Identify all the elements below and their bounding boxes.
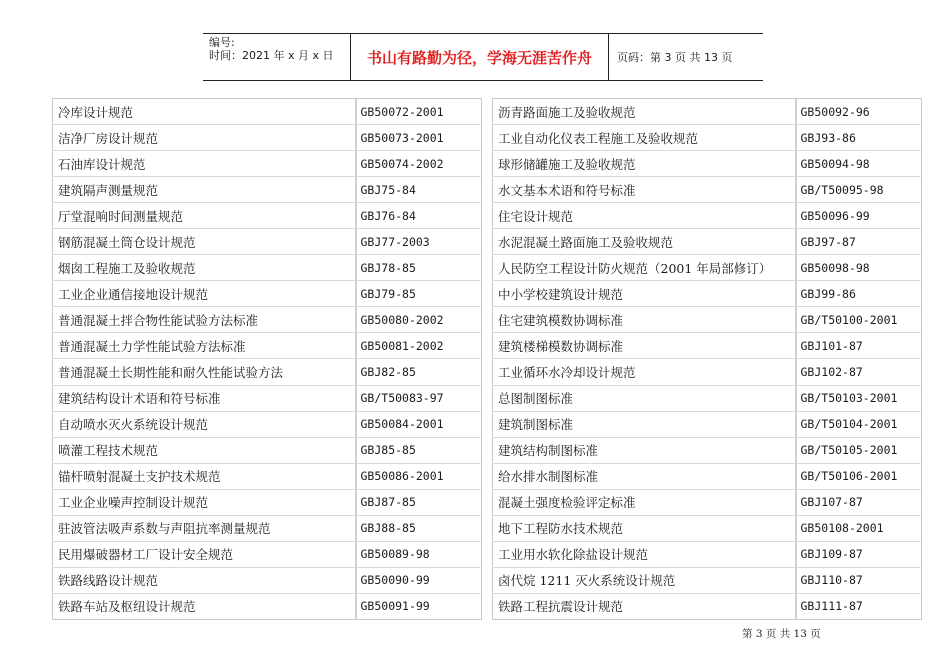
table-row xyxy=(493,281,922,307)
table-row xyxy=(53,411,482,437)
date-label: 时间：2021 年 x 月 x 日 xyxy=(209,49,334,62)
standard-code: GB/T50100-2001 xyxy=(796,307,922,333)
table-row xyxy=(493,593,922,619)
standard-name: 工业企业噪声控制设计规范 xyxy=(53,489,356,515)
standard-name: 冷库设计规范 xyxy=(53,99,356,125)
standard-name: 人民防空工程设计防火规范（2001 年局部修订） xyxy=(493,255,796,281)
standard-code: GB50073-2001 xyxy=(356,125,482,151)
standard-name: 地下工程防水技术规范 xyxy=(493,515,796,541)
standard-name: 喷灌工程技术规范 xyxy=(53,437,356,463)
table-row xyxy=(493,229,922,255)
standard-name: 铁路工程抗震设计规范 xyxy=(498,599,624,615)
standard-name: 厅堂混响时间测量规范 xyxy=(53,203,356,229)
header-page-number: 页码：第 3 页 共 13 页 xyxy=(617,51,733,64)
table-row xyxy=(53,99,482,125)
table-row xyxy=(53,229,482,255)
standard-name: 锚杆喷射混凝土支护技术规范 xyxy=(53,463,356,489)
table-row xyxy=(53,177,482,203)
standard-code: GBJ101-87 xyxy=(796,333,922,359)
standard-code: GB/T50103-2001 xyxy=(796,385,922,411)
table-row xyxy=(53,359,482,385)
standard-name: 水文基本术语和符号标准 xyxy=(493,177,796,203)
standard-name: 建筑隔声测量规范 xyxy=(53,177,356,203)
standard-code: GB50072-2001 xyxy=(356,99,482,125)
standard-name: 水泥混凝土路面施工及验收规范 xyxy=(493,229,796,255)
standard-code: GBJ109-87 xyxy=(796,541,922,567)
table-row xyxy=(493,177,922,203)
table-row xyxy=(53,281,482,307)
table-row xyxy=(53,333,482,359)
standard-name: 普通混凝土力学性能试验方法标准 xyxy=(53,333,356,359)
standard-code: GB/T50095-98 xyxy=(796,177,922,203)
table-row xyxy=(53,125,482,151)
standard-name: 建筑楼梯模数协调标准 xyxy=(493,333,796,359)
standard-name: 铁路线路设计规范 xyxy=(53,567,356,593)
standard-code: GBJ110-87 xyxy=(796,567,922,593)
table-row xyxy=(493,515,922,541)
table-row xyxy=(493,567,922,593)
standard-name: 建筑结构设计术语和符号标准 xyxy=(53,385,356,411)
standard-name: 铁路车站及枢纽设计规范 xyxy=(58,599,196,615)
standard-code: GBJ78-85 xyxy=(356,255,482,281)
standard-code: GB50091-99 xyxy=(356,593,482,619)
page-footer: 第 3 页 共 13 页 xyxy=(742,628,821,640)
standard-name: 自动喷水灭火系统设计规范 xyxy=(53,411,356,437)
standard-code: GB/T50105-2001 xyxy=(796,437,922,463)
standard-name: 石油库设计规范 xyxy=(53,151,356,177)
standard-code: GB50086-2001 xyxy=(356,463,482,489)
table-row xyxy=(53,463,482,489)
table-row xyxy=(53,437,482,463)
standard-name: 中小学校建筑设计规范 xyxy=(493,281,796,307)
table-row xyxy=(493,203,922,229)
standards-table-left xyxy=(52,98,482,620)
standard-name: 球形储罐施工及验收规范 xyxy=(493,151,796,177)
standard-name: 工业自动化仪表工程施工及验收规范 xyxy=(493,125,796,151)
standard-code: GBJ97-87 xyxy=(796,229,922,255)
table-row xyxy=(53,567,482,593)
standard-name: 混凝土强度检验评定标准 xyxy=(493,489,796,515)
table-row xyxy=(493,307,922,333)
number-label: 编号: xyxy=(209,36,235,49)
standard-code: GBJ76-84 xyxy=(356,203,482,229)
standard-code: GBJ82-85 xyxy=(356,359,482,385)
table-row xyxy=(53,541,482,567)
table-row xyxy=(493,333,922,359)
table-row xyxy=(493,411,922,437)
standard-name: 住宅设计规范 xyxy=(493,203,796,229)
standard-code: GBJ75-84 xyxy=(356,177,482,203)
standard-name: 工业用水软化除盐设计规范 xyxy=(493,541,796,567)
standard-code: GB50089-98 xyxy=(356,541,482,567)
standards-table-right xyxy=(492,98,922,620)
standard-name: 工业企业通信接地设计规范 xyxy=(53,281,356,307)
standard-code: GB/T50083-97 xyxy=(356,385,482,411)
table-row xyxy=(53,515,482,541)
standard-code: GBJ99-86 xyxy=(796,281,922,307)
standard-name: 建筑制图标准 xyxy=(493,411,796,437)
table-row xyxy=(493,125,922,151)
standard-name: 建筑结构制图标准 xyxy=(493,437,796,463)
standard-name: 沥青路面施工及验收规范 xyxy=(493,99,796,125)
table-row xyxy=(493,463,922,489)
table-row xyxy=(53,307,482,333)
standard-name: 驻波管法吸声系数与声阻抗率测量规范 xyxy=(53,515,356,541)
standard-name: 给水排水制图标准 xyxy=(493,463,796,489)
standard-name: 工业循环水冷却设计规范 xyxy=(493,359,796,385)
standard-name: 普通混凝土拌合物性能试验方法标准 xyxy=(53,307,356,333)
standard-name: 洁净厂房设计规范 xyxy=(53,125,356,151)
standard-code: GB50074-2002 xyxy=(356,151,482,177)
table-row xyxy=(493,385,922,411)
standard-name: 钢筋混凝土筒仓设计规范 xyxy=(53,229,356,255)
table-row xyxy=(53,151,482,177)
standard-name: 总图制图标准 xyxy=(493,385,796,411)
table-row xyxy=(493,437,922,463)
standard-code: GB50090-99 xyxy=(356,567,482,593)
table-row xyxy=(493,541,922,567)
table-row xyxy=(53,593,482,619)
standard-code: GB50108-2001 xyxy=(796,515,922,541)
standard-code: GBJ85-85 xyxy=(356,437,482,463)
standard-code: GB/T50104-2001 xyxy=(796,411,922,437)
table-row xyxy=(53,489,482,515)
standard-name: 烟囱工程施工及验收规范 xyxy=(53,255,356,281)
standard-code: GB50084-2001 xyxy=(356,411,482,437)
standard-name: 住宅建筑模数协调标准 xyxy=(493,307,796,333)
table-row xyxy=(493,359,922,385)
standard-code: GB50096-99 xyxy=(796,203,922,229)
standard-code: GB/T50106-2001 xyxy=(796,463,922,489)
table-row xyxy=(493,489,922,515)
standard-code: GBJ88-85 xyxy=(356,515,482,541)
standard-code: GB50081-2002 xyxy=(356,333,482,359)
standard-code: GB50092-96 xyxy=(796,99,922,125)
standard-code: GBJ111-87 xyxy=(796,593,922,619)
standard-name: 卤代烷 1211 灭火系统设计规范 xyxy=(493,567,796,593)
page-header xyxy=(203,33,763,81)
table-row xyxy=(53,385,482,411)
table-row xyxy=(53,203,482,229)
standard-code: GB50080-2002 xyxy=(356,307,482,333)
standard-code: GBJ102-87 xyxy=(796,359,922,385)
standard-code: GBJ79-85 xyxy=(356,281,482,307)
standard-code: GB50098-98 xyxy=(796,255,922,281)
table-row xyxy=(493,151,922,177)
standard-name: 普通混凝土长期性能和耐久性能试验方法 xyxy=(53,359,356,385)
table-row xyxy=(493,255,922,281)
standard-name: 民用爆破器材工厂设计安全规范 xyxy=(53,541,356,567)
standard-code: GB50094-98 xyxy=(796,151,922,177)
table-row xyxy=(53,255,482,281)
header-motto: 书山有路勤为径，学海无涯苦作舟 xyxy=(351,34,609,80)
header-meta xyxy=(203,34,351,80)
standard-code: GBJ107-87 xyxy=(796,489,922,515)
standard-code: GBJ77-2003 xyxy=(356,229,482,255)
standard-code: GBJ93-86 xyxy=(796,125,922,151)
standard-code: GBJ87-85 xyxy=(356,489,482,515)
table-row xyxy=(493,99,922,125)
